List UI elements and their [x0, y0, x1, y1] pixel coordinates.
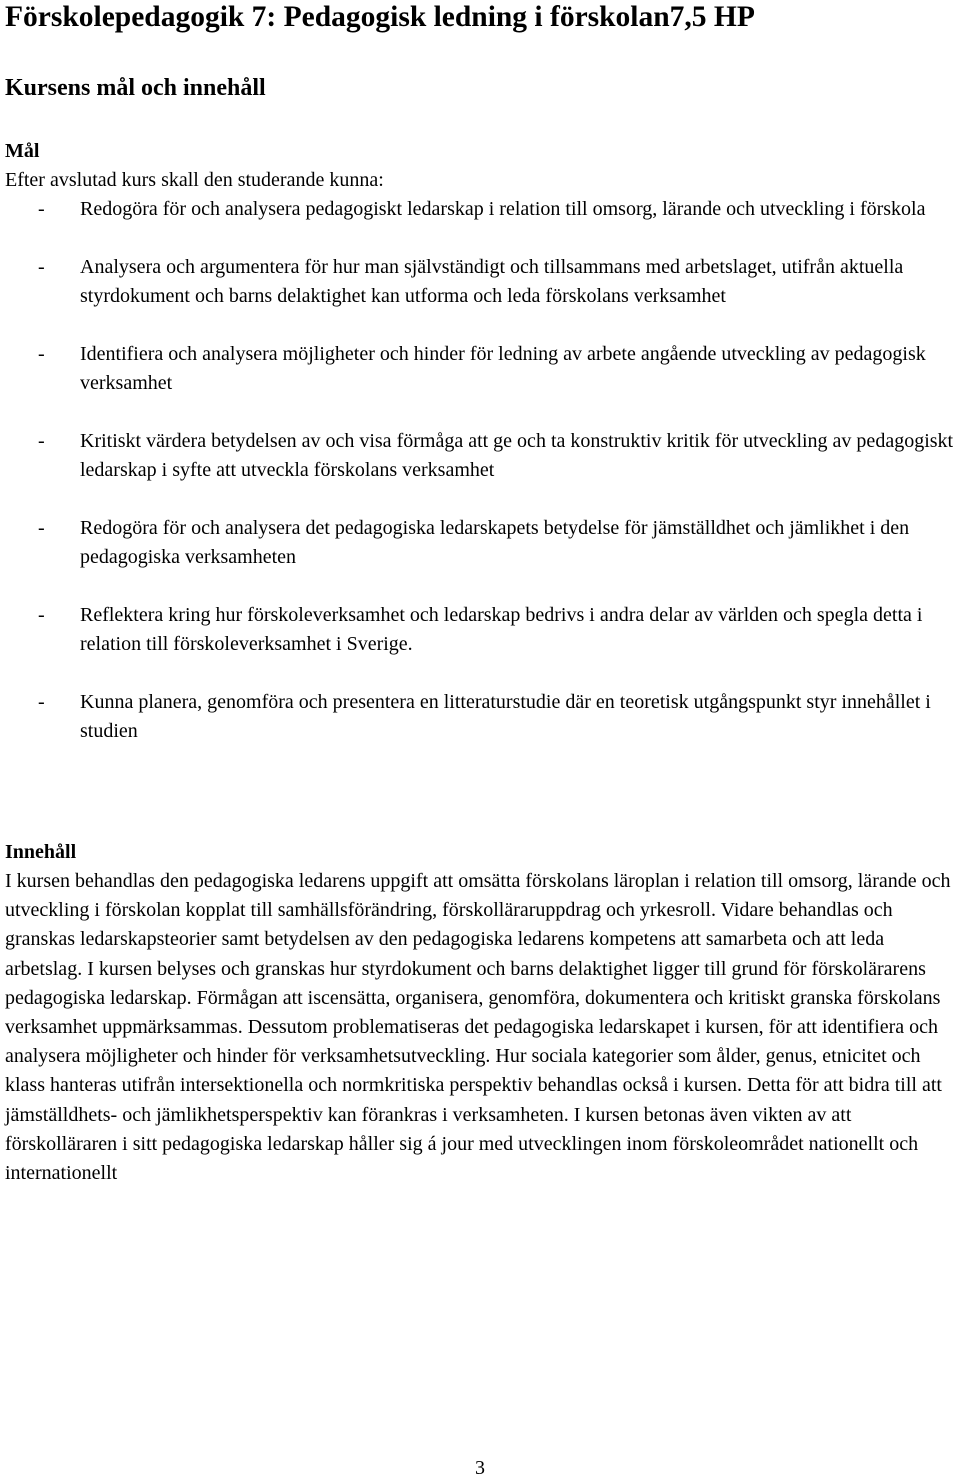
goal-text: Kritiskt värdera betydelsen av och visa förmåga att ge och ta konstruktiv kritik för utveckling av pedagogiskt ledarskap i syfte att utveckla förskolans verksamhet	[80, 430, 954, 481]
goals-heading: Mål	[5, 140, 40, 162]
goals-section	[5, 137, 957, 775]
content-heading: Innehåll	[5, 841, 77, 863]
goal-text: Kunna planera, genomföra och presentera en litteraturstudie där en teoretisk utgångspunkt styr innehållet i studien	[80, 691, 931, 742]
goal-text: Reflektera kring hur förskoleverksamhet och ledarskap bedrivs i andra delar av världen och spegla detta i relation till förskoleverksamhet i Sverige.	[80, 604, 923, 655]
goals-list	[5, 195, 957, 746]
list-dash: -	[38, 691, 45, 713]
list-item	[5, 253, 957, 311]
list-dash: -	[38, 343, 45, 365]
list-item	[5, 427, 957, 485]
section-heading: Kursens mål och innehåll	[5, 75, 266, 101]
list-dash: -	[38, 256, 45, 278]
goal-text: Identifiera och analysera möjligheter och hinder för ledning av arbete angående utveckling av pedagogisk verksamhet	[80, 343, 926, 394]
document-page	[5, 0, 957, 1185]
content-paragraph: I kursen behandlas den pedagogiska ledarens uppgift att omsätta förskolans läroplan i relation till omsorg, lärande och utveckling i förskolan kopplat till samhällsförändring, förskollärаruppdrag och yrkesroll. Vidare behandlas och granskas ledarskapsteorier samt betydelsen av den pedagogiska ledarens kompetens att samarbeta och att leda arbetslag. I kursen belyses och granskas hur styrdokument och barns delaktighet ligger till grund för förskolärarens pedagogiska ledarskap. Förmågan att iscensätta, organisera, genomföra, dokumentera och kritiskt granska förskolans verksamhet uppmärksammas. Dessutom problematiseras det pedagogiska ledarskapet i kursen, för att identifiera och analysera möjligheter och hinder för verksamhetsutveckling. Hur sociala kategorier som ålder, genus, etnicitet och klass hanteras utifrån intersektionella och normkritiska perspektiv behandlas också i kursen. Detta för att bidra till att jämställdhets- och jämlikhetsperspektiv kan förankras i verksamheten. I kursen betonas även vikten av att förskolläraren i sitt pedagogiska ledarskap håller sig á jour med utvecklingen inom förskoleområdet nationellt och internationellt	[5, 870, 951, 1185]
goal-text: Redogöra för och analysera det pedagogiska ledarskapets betydelse för jämställdhet och jämlikhet i den pedagogiska verksamheten	[80, 517, 910, 568]
list-dash: -	[38, 430, 45, 452]
list-dash: -	[38, 198, 45, 220]
document-title: Förskolepedagogik 7: Pedagogisk ledning i förskolan7,5 HP	[5, 1, 755, 33]
list-item	[5, 340, 957, 398]
list-item	[5, 195, 957, 224]
goal-text: Analysera och argumentera för hur man självständigt och tillsammans med arbetslaget, utifrån aktuella styrdokument och barns delaktighet kan utforma och leda förskolans verksamhet	[80, 256, 904, 307]
list-dash: -	[38, 517, 45, 539]
content-section	[5, 838, 960, 1188]
list-item	[5, 601, 957, 659]
page-number: 3	[475, 1457, 485, 1479]
goals-intro: Efter avslutad kurs skall den studerande kunna:	[5, 169, 384, 191]
list-dash: -	[38, 604, 45, 626]
list-item	[5, 514, 957, 572]
goal-text: Redogöra för och analysera pedagogiskt ledarskap i relation till omsorg, lärande och utveckling i förskola	[80, 198, 926, 220]
list-item	[5, 688, 957, 746]
